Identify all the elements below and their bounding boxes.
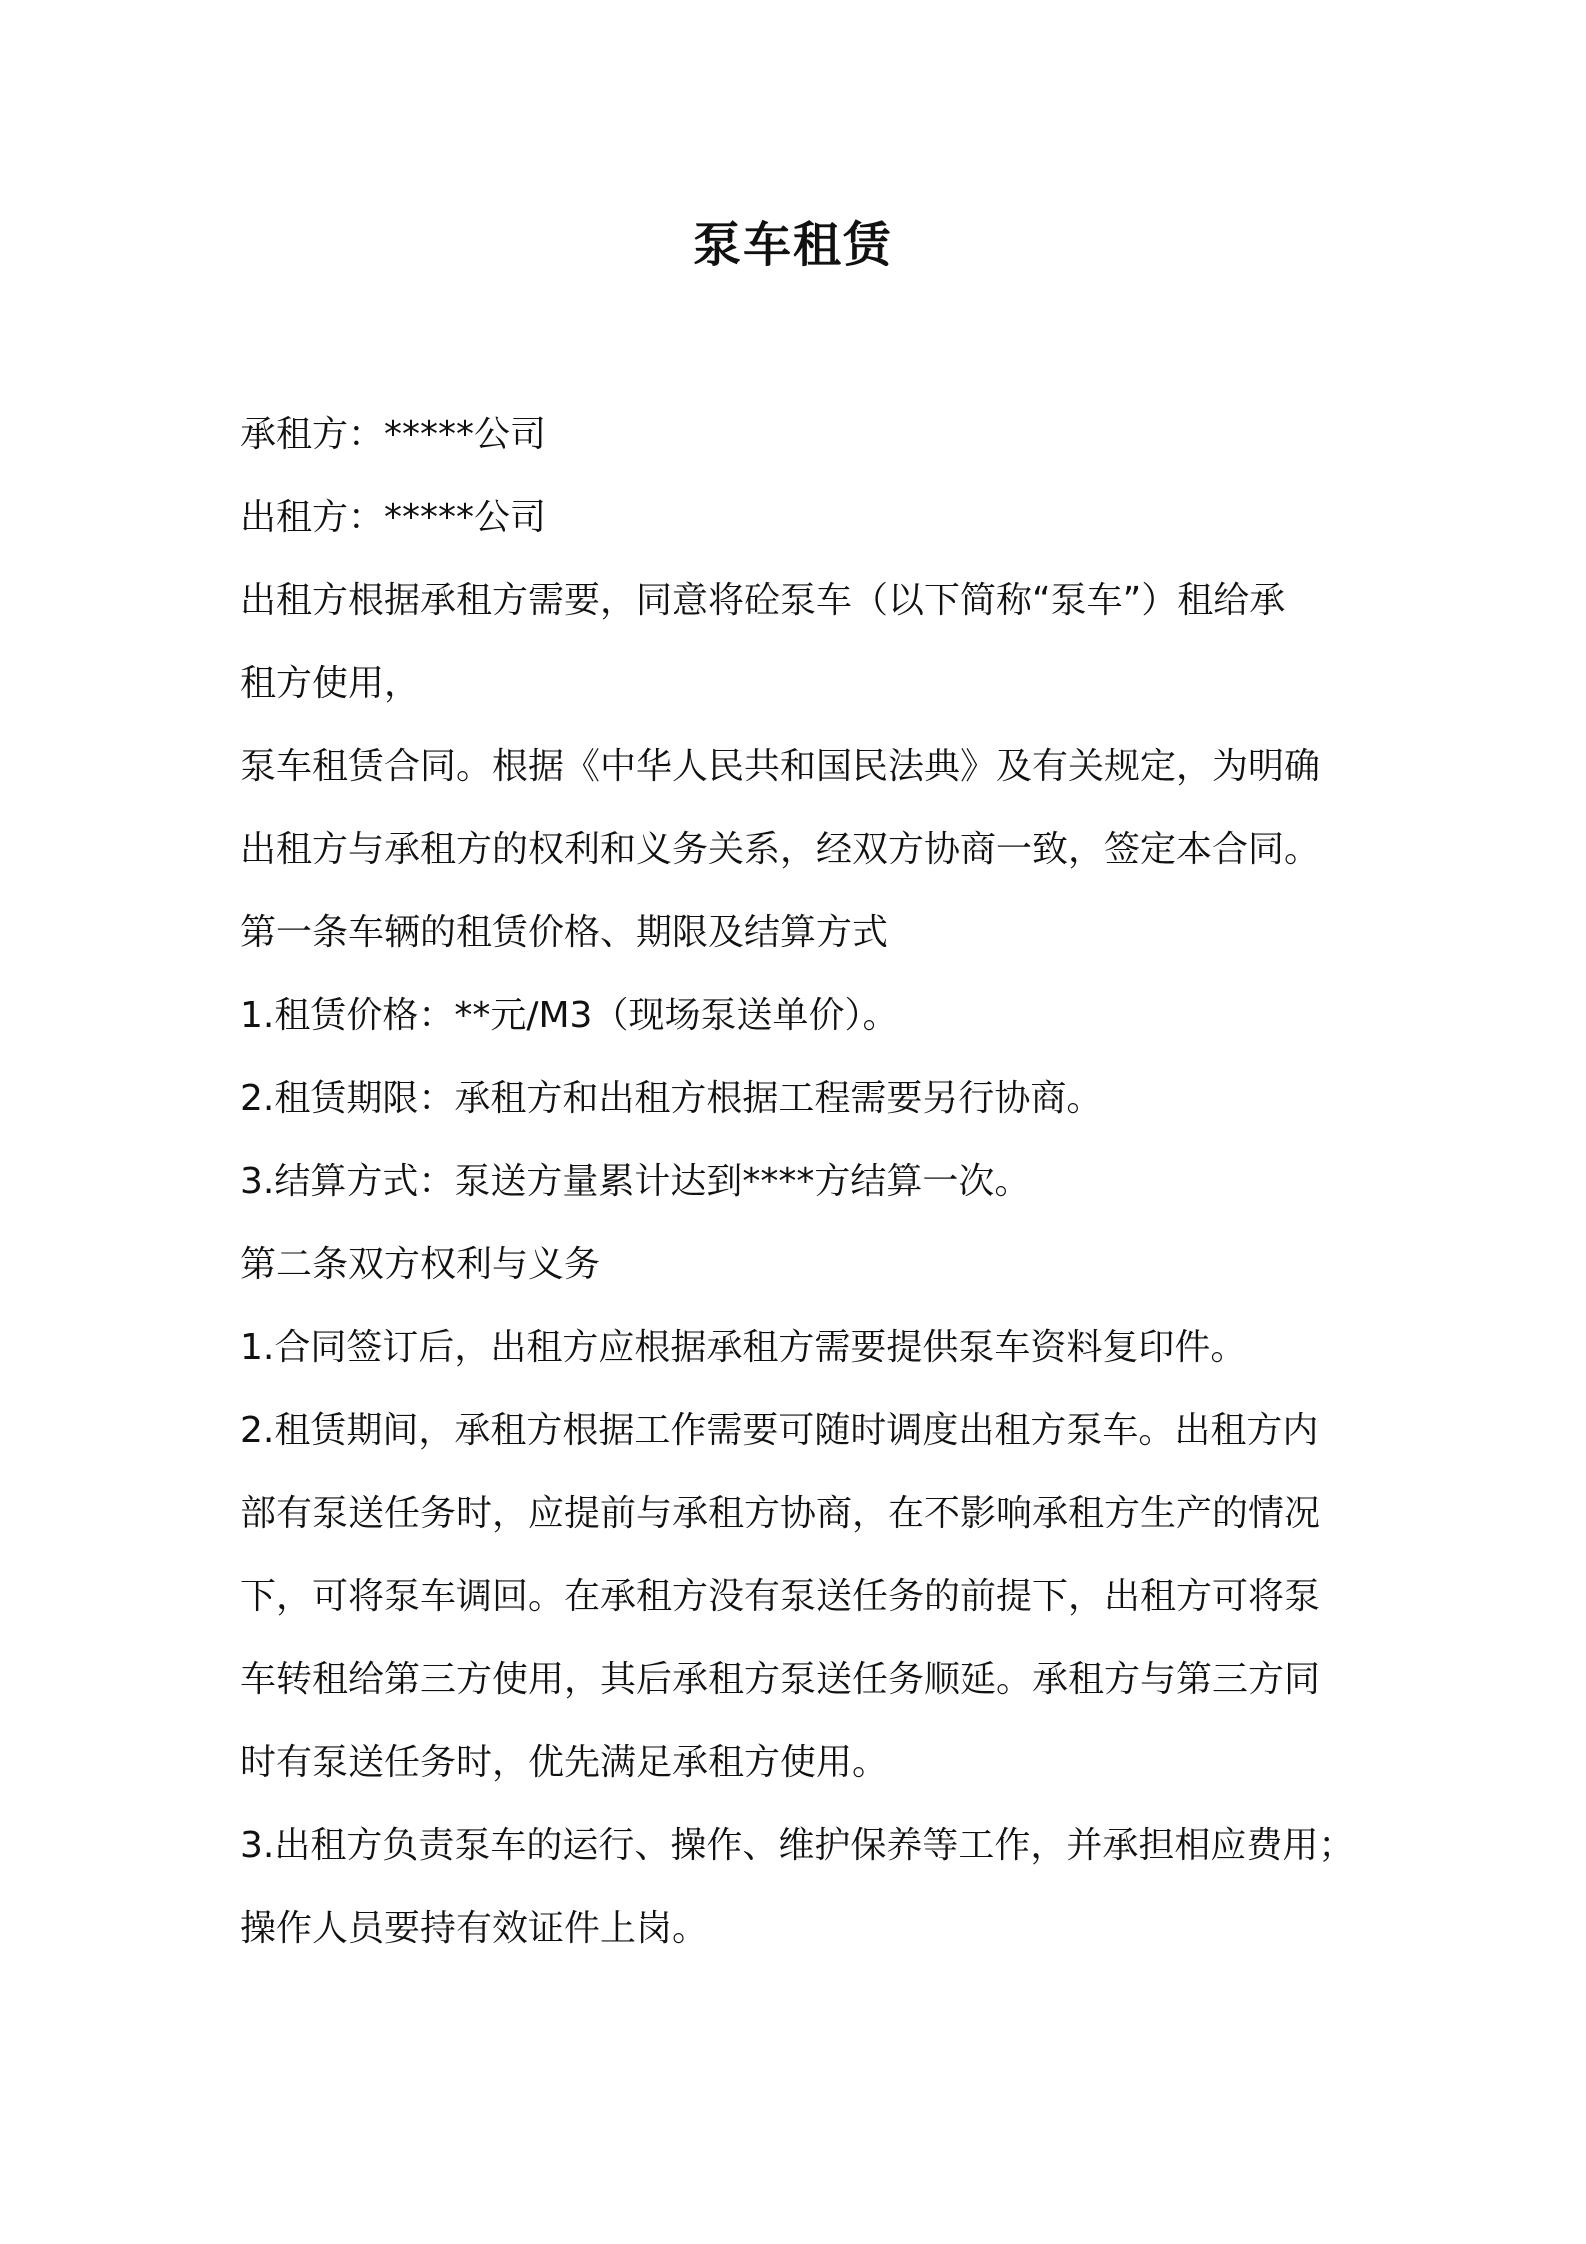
lessee-line: 承租方：*****公司 xyxy=(240,414,547,455)
paragraph-line: 泵车租赁合同。根据《中华人民共和国民法典》及有关规定，为明确 xyxy=(240,746,1321,787)
clause-line: 1.合同签订后，出租方应根据承租方需要提供泵车资料复印件。 xyxy=(240,1327,1247,1368)
clause-line: 2.租赁期间，承租方根据工作需要可随时调度出租方泵车。出租方内 xyxy=(240,1410,1319,1451)
article-two-heading: 第二条双方权利与义务 xyxy=(240,1244,601,1285)
article-one-heading: 第一条车辆的租赁价格、期限及结算方式 xyxy=(240,912,889,953)
clause-line: 下，可将泵车调回。在承租方没有泵送任务的前提下，出租方可将泵 xyxy=(240,1576,1321,1617)
clause-line: 车转租给第三方使用，其后承租方泵送任务顺延。承租方与第三方同 xyxy=(240,1659,1321,1700)
clause-line: 操作人员要持有效证件上岗。 xyxy=(240,1908,709,1949)
clause-line: 2.租赁期限：承租方和出租方根据工程需要另行协商。 xyxy=(240,1078,1103,1119)
clause-line: 1.租赁价格：**元/M3（现场泵送单价）。 xyxy=(240,995,899,1036)
lessor-line: 出租方：*****公司 xyxy=(240,497,547,538)
clause-line: 3.结算方式：泵送方量累计达到****方结算一次。 xyxy=(240,1161,1031,1202)
paragraph-line: 出租方根据承租方需要，同意将砼泵车（以下简称“泵车”）租给承 xyxy=(240,580,1286,621)
clause-line: 时有泵送任务时，优先满足承租方使用。 xyxy=(240,1742,889,1783)
document-title: 泵车租赁 xyxy=(692,217,893,273)
paragraph-line: 租方使用， xyxy=(240,663,421,704)
paragraph-line: 出租方与承租方的权利和义务关系，经双方协商一致，签定本合同。 xyxy=(240,829,1321,870)
clause-line: 3.出租方负责泵车的运行、操作、维护保养等工作，并承担相应费用； xyxy=(240,1825,1355,1866)
clause-line: 部有泵送任务时，应提前与承租方协商，在不影响承租方生产的情况 xyxy=(240,1493,1321,1534)
